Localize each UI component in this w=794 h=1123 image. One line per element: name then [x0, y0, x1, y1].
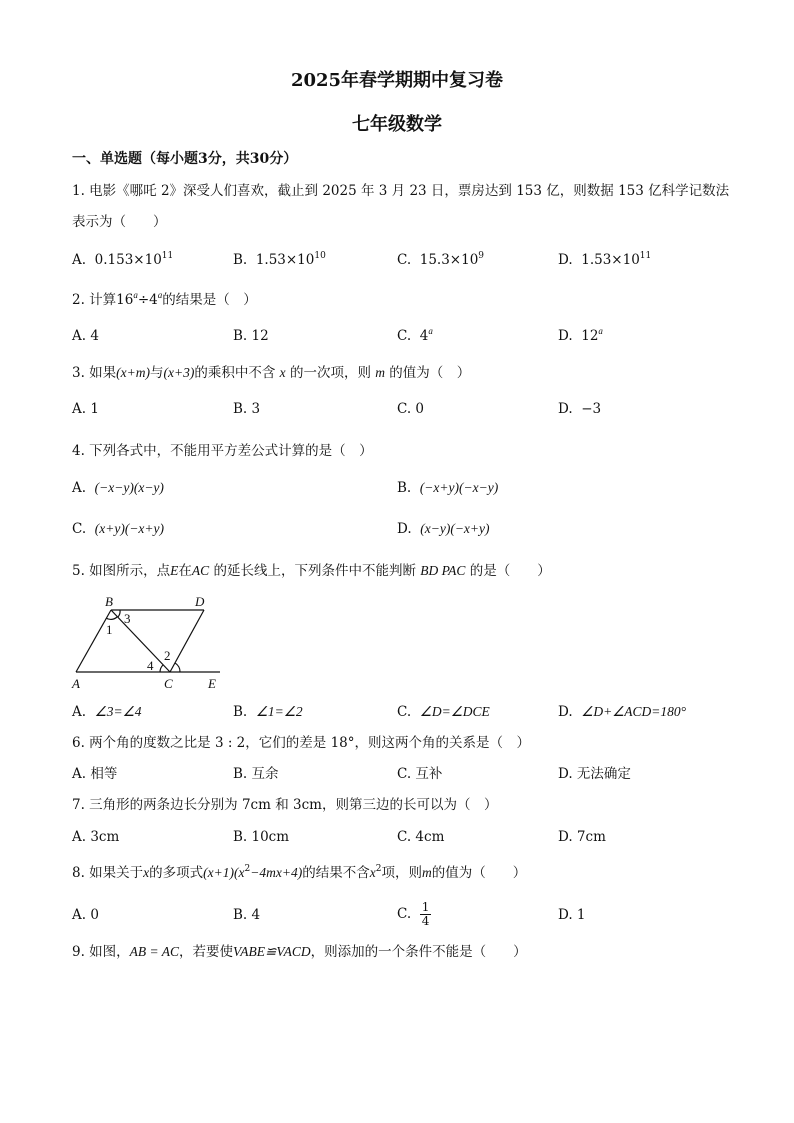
question-5-stem: 5. 如图所示，点E在AC 的延长线上，下列条件中不能判断 BD PAC 的是（ ）: [72, 563, 551, 579]
question-2-option-d: D. 12$^a$: [558, 326, 603, 344]
question-1-stem-line1: 1. 电影《哪吒 2》深受人们喜欢，截止到 2025 年 3 月 23 日，票房达到 153 亿，则数据 153 亿科学记数法: [72, 183, 730, 199]
label-d: D: [195, 594, 205, 609]
label-a: A: [72, 676, 80, 691]
line-ab: [76, 610, 111, 672]
question-7-option-a: A. 3cm: [72, 829, 120, 845]
page-title: 2025年春学期期中复习卷: [290, 70, 504, 91]
page-subtitle: 七年级数学: [352, 114, 442, 135]
question-3-option-d: D. −3: [558, 401, 602, 417]
question-4-option-a: A. (−x−y)(x−y): [72, 480, 164, 496]
question-5-option-b: B. ∠1=∠2: [233, 704, 303, 720]
line-bc: [111, 610, 170, 672]
label-e: E: [208, 676, 216, 691]
question-4-option-b: B. (−x+y)(−x−y): [397, 480, 499, 496]
question-8-option-b: B. 4: [233, 907, 261, 923]
question-2-option-b: B. 12: [233, 328, 269, 344]
question-9-stem: 9. 如图，AB = AC，若要使VABE≌VACD，则添加的一个条件不能是（ ）: [72, 944, 527, 960]
question-6-option-c: C. 互补: [397, 766, 443, 782]
question-5-option-c: C. ∠D=∠DCE: [397, 704, 490, 720]
label-b: B: [105, 594, 113, 609]
section-heading: 一、单选题（每小题3分，共30分）: [72, 151, 298, 167]
question-1-option-b: B. $1.53\times 10^{10}$: [233, 251, 326, 268]
question-3-option-b: B. 3: [233, 401, 261, 417]
angle-arc-2: [175, 663, 180, 672]
line-cd: [170, 610, 204, 672]
question-2-option-c: C. 4$^a$: [397, 326, 433, 344]
label-c: C: [164, 676, 173, 691]
question-7-option-c: C. 4cm: [397, 829, 445, 845]
question-4-stem: 4. 下列各式中，不能用平方差公式计算的是（ ）: [72, 443, 373, 459]
question-7-stem: 7. 三角形的两条边长分别为 7cm 和 3cm，则第三边的长可以为（ ）: [72, 797, 498, 813]
label-angle-3: 3: [124, 611, 131, 626]
question-5-option-a: A. ∠3=∠4: [72, 704, 142, 720]
label-angle-2: 2: [164, 648, 171, 663]
question-2-option-a: A. 4: [72, 328, 99, 344]
angle-arc-1: [106, 617, 117, 619]
angle-arc-3: [118, 610, 120, 617]
question-3-option-c: C. 0: [397, 401, 425, 417]
question-8-stem: 8. 如果关于x的多项式$(x+1)(x^2-4mx+4)$的结果不含$x^2$项，则m的值为（ ）: [72, 864, 527, 881]
question-6-stem: 6. 两个角的度数之比是 3 : 2，它们的差是 18°，则这两个角的关系是（ ）: [72, 735, 530, 751]
question-1-option-d: D. $1.53\times 10^{11}$: [558, 251, 652, 268]
question-6-option-d: D. 无法确定: [558, 766, 631, 782]
question-8-option-d: D. 1: [558, 907, 586, 923]
question-3-option-a: A. 1: [72, 401, 99, 417]
question-5-option-d: D. ∠D+∠ACD=180°: [558, 704, 687, 720]
question-1-option-a: A. $0.153\times 10^{11}$: [72, 251, 174, 268]
angle-arc-4: [160, 665, 163, 672]
question-8-option-a: A. 0: [72, 907, 99, 923]
question-4-option-c: C. (x+y)(−x+y): [72, 521, 165, 537]
question-1-option-c: C. $15.3\times 10^9$: [397, 251, 485, 268]
question-3-stem: 3. 如果(x+m)与(x+3)的乘积中不含 x 的一次项，则 m 的值为（ ）: [72, 365, 471, 381]
question-6-option-a: A. 相等: [72, 766, 118, 782]
question-1-stem-line2: 表示为（ ）: [72, 214, 167, 230]
question-7-option-b: B. 10cm: [233, 829, 290, 845]
question-2-stem: 2. 计算$16^a\div 4^a$的结果是（ ）: [72, 290, 257, 308]
fraction-one-quarter: $\frac{1}{4}$: [421, 900, 430, 928]
question-4-option-d: D. (x−y)(−x+y): [397, 521, 490, 537]
label-angle-4: 4: [147, 658, 154, 673]
label-angle-1: 1: [106, 622, 113, 637]
question-5-figure: [60, 590, 240, 695]
question-8-option-c: C. $\frac{1}{4}$: [397, 900, 430, 928]
question-7-option-d: D. 7cm: [558, 829, 606, 845]
question-6-option-b: B. 互余: [233, 766, 279, 782]
